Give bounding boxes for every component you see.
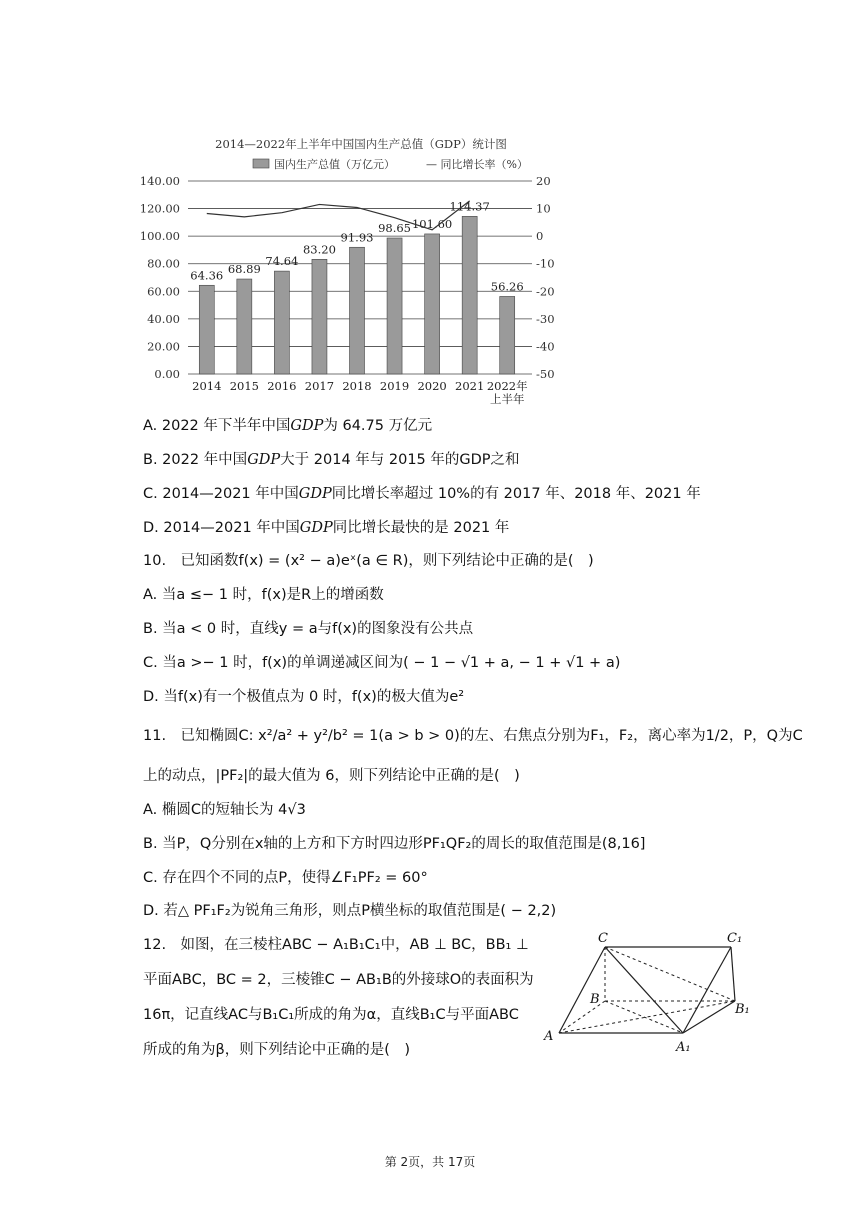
q12-line3: 16π，记直线AC与B₁C₁所成的角为α，直线B₁C与平面ABC <box>143 1007 519 1023</box>
x-tick-label: 2015 <box>229 379 259 393</box>
legend-bar-label: 国内生产总值（万亿元） <box>274 158 395 171</box>
y-left-tick: 20.00 <box>147 339 180 354</box>
y-right-tick: -30 <box>536 311 555 326</box>
y-left-tick: 120.00 <box>139 201 180 216</box>
y-left-tick: 140.00 <box>139 174 180 188</box>
y-right-tick: -20 <box>536 284 555 299</box>
q11-stem-line1: 11. 已知椭圆C: x²/a² + y²/b² = 1(a > b > 0)的左、右焦点分别为F₁，F₂，离心率为1/2，P，Q为C <box>143 728 803 744</box>
gdp-bar <box>312 259 327 374</box>
x-tick-label: 2016 <box>267 379 297 393</box>
x-tick-label: 2014 <box>192 379 222 393</box>
q9-option-c: C. 2014—2021 年中国GDP同比增长率超过 10%的有 2017 年、2018 年、2021 年 <box>143 486 701 502</box>
label-c1: C₁ <box>727 931 743 946</box>
label-b: B <box>590 992 600 1007</box>
q10-option-a: A. 当a ≤− 1 时，f(x)是R上的增函数 <box>143 587 384 603</box>
q11-option-a: A. 椭圆C的短轴长为 4√3 <box>143 802 306 818</box>
legend-bar-swatch <box>253 159 269 168</box>
gdp-bar <box>237 279 252 374</box>
page-footer: 第 2页，共 17页 <box>384 1155 476 1169</box>
q10-option-b: B. 当a < 0 时，直线y = a与f(x)的图象没有公共点 <box>143 621 474 637</box>
bar-value-label: 83.20 <box>302 242 336 257</box>
bar-value-label: 114.37 <box>449 199 490 214</box>
bar-value-label: 98.65 <box>378 221 412 236</box>
q12-line4: 所成的角为β，则下列结论中正确的是( ) <box>143 1042 411 1058</box>
gdp-bar <box>387 238 402 374</box>
x-tick-label: 2019 <box>379 379 410 393</box>
gdp-bar <box>500 296 515 374</box>
gdp-bar <box>350 247 365 374</box>
y-left-tick: 100.00 <box>139 229 180 244</box>
bar-value-label: 68.89 <box>227 262 261 277</box>
label-b1: B₁ <box>735 1002 750 1017</box>
label-a: A <box>544 1029 554 1044</box>
legend-line-label: — 同比增长率（%） <box>426 158 528 171</box>
bar-value-label: 91.93 <box>340 230 374 245</box>
y-right-tick: 10 <box>536 201 551 216</box>
label-c: C <box>598 931 608 946</box>
bar-value-label: 56.26 <box>490 279 524 294</box>
chart-legend <box>253 157 528 171</box>
y-left-tick: 60.00 <box>147 284 180 299</box>
y-left-tick: 40.00 <box>147 311 180 326</box>
y-right-tick: -10 <box>536 256 555 271</box>
gdp-chart <box>136 134 566 414</box>
q11-option-c: C. 存在四个不同的点P，使得∠F₁PF₂ = 60° <box>143 870 428 886</box>
q10-stem: 10. 已知函数f(x) = (x² − a)eˣ(a ∈ R)，则下列结论中正确的是( ) <box>143 553 594 569</box>
q12-line1: 12. 如图，在三棱柱ABC − A₁B₁C₁中，AB ⊥ BC，BB₁ ⊥ <box>143 937 529 953</box>
q11-option-d: D. 若△ PF₁F₂为锐角三角形，则点P横坐标的取值范围是( − 2,2) <box>143 903 557 919</box>
y-left-tick: 0.00 <box>154 367 180 381</box>
x-tick-label: 2022年上半年 <box>486 379 528 406</box>
x-tick-label: 2021 <box>455 379 485 393</box>
q9-option-a: A. 2022 年下半年中国GDP为 64.75 万亿元 <box>143 418 433 434</box>
y-right-tick: -40 <box>536 339 555 354</box>
x-tick-label: 2020 <box>417 379 447 393</box>
bar-value-label: 74.64 <box>265 254 299 269</box>
q11-stem-line2: 上的动点，|PF₂|的最大值为 6，则下列结论中正确的是( ) <box>143 768 520 784</box>
chart-title: 2014—2022年上半年中国国内生产总值（GDP）统计图 <box>215 137 507 151</box>
label-a1: A₁ <box>676 1040 691 1055</box>
gdp-bar <box>425 234 440 374</box>
x-tick-label: 2017 <box>304 379 335 393</box>
y-right-tick: -50 <box>536 367 555 381</box>
q11-option-b: B. 当P，Q分别在x轴的上方和下方时四边形PF₁QF₂的周长的取值范围是(8,16] <box>143 836 646 852</box>
bar-value-label: 64.36 <box>190 268 224 283</box>
x-tick-label: 2018 <box>342 379 372 393</box>
y-left-tick: 80.00 <box>147 256 180 271</box>
bar-value-label: 101.60 <box>411 216 453 231</box>
gdp-bar <box>274 271 289 374</box>
q9-option-d: D. 2014—2021 年中国GDP同比增长最快的是 2021 年 <box>143 520 510 536</box>
q10-option-c: C. 当a >− 1 时，f(x)的单调递减区间为( − 1 − √1 + a, − 1 + √1 + a) <box>143 655 621 671</box>
q12-line2: 平面ABC，BC = 2，三棱锥C − AB₁B的外接球O的表面积为 <box>143 972 534 988</box>
y-right-tick: 0 <box>536 229 544 244</box>
gdp-bar <box>462 216 477 374</box>
gdp-bar <box>199 285 214 374</box>
q10-option-d: D. 当f(x)有一个极值点为 0 时，f(x)的极大值为e² <box>143 689 465 705</box>
triangular-prism-figure <box>543 929 753 1059</box>
q9-option-b: B. 2022 年中国GDP大于 2014 年与 2015 年的GDP之和 <box>143 452 520 468</box>
y-right-tick: 20 <box>536 174 551 188</box>
